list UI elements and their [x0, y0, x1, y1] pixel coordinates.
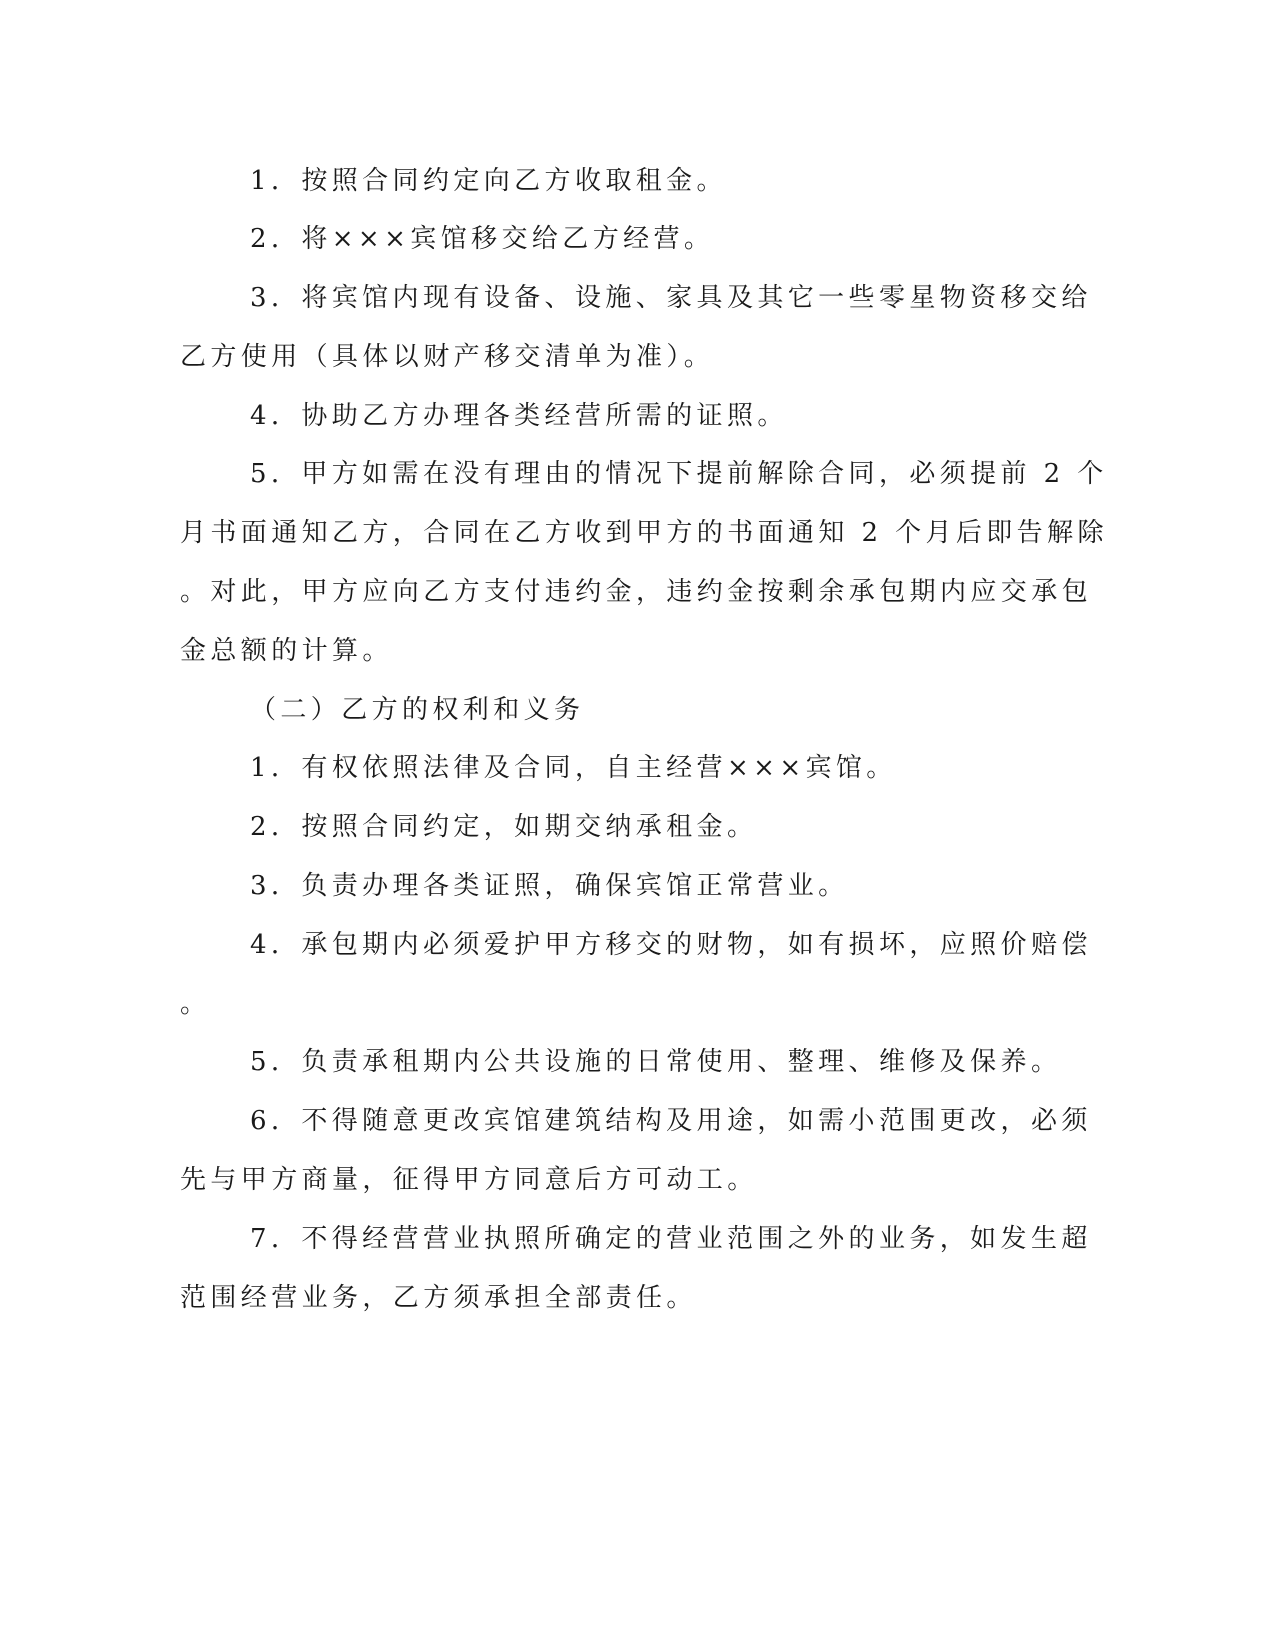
section-heading: （二）乙方的权利和义务 [250, 695, 585, 725]
text-line: 1．有权依照法律及合同，自主经营×××宾馆。 [250, 753, 897, 783]
text-line: 2．将×××宾馆移交给乙方经营。 [250, 224, 715, 254]
text-line: 乙方使用（具体以财产移交清单为准）。 [180, 342, 715, 372]
text-line: 范围经营业务，乙方须承担全部责任。 [180, 1283, 697, 1313]
text-line: 5．负责承租期内公共设施的日常使用、整理、维修及保养。 [250, 1047, 1062, 1077]
text-line: 6．不得随意更改宾馆建筑结构及用途，如需小范围更改，必须 [250, 1106, 1092, 1136]
text-line: 5．甲方如需在没有理由的情况下提前解除合同，必须提前 2 个 [250, 459, 1108, 489]
text-line: 4．承包期内必须爱护甲方移交的财物，如有损坏，应照价赔偿 [250, 930, 1092, 960]
text-line: 先与甲方商量，征得甲方同意后方可动工。 [180, 1165, 758, 1195]
text-line: 。对此，甲方应向乙方支付违约金，违约金按剩余承包期内应交承包 [180, 577, 1093, 607]
text-line: 7．不得经营营业执照所确定的营业范围之外的业务，如发生超 [250, 1224, 1092, 1254]
text-line: 月书面通知乙方，合同在乙方收到甲方的书面通知 2 个月后即告解除 [180, 518, 1108, 548]
text-line: 3．将宾馆内现有设备、设施、家具及其它一些零星物资移交给 [250, 283, 1092, 313]
text-line: 3．负责办理各类证照，确保宾馆正常营业。 [250, 871, 849, 901]
text-line: 2．按照合同约定，如期交纳承租金。 [250, 812, 758, 842]
text-line: 1．按照合同约定向乙方收取租金。 [250, 166, 727, 196]
text-line: 金总额的计算。 [180, 636, 393, 666]
text-line: 4．协助乙方办理各类经营所需的证照。 [250, 401, 788, 431]
text-line: 。 [180, 989, 211, 1019]
